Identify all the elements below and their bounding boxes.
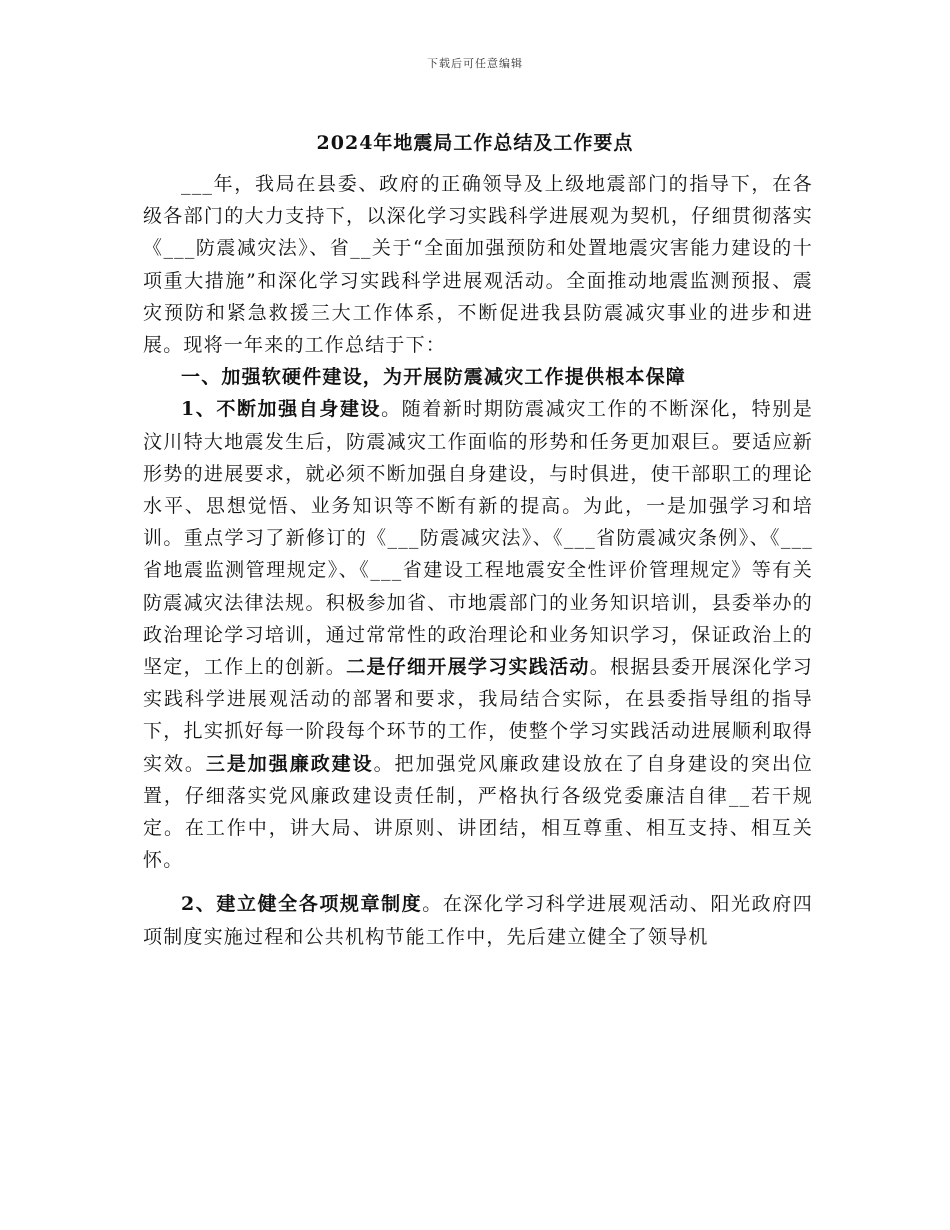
item-paragraph — [143, 393, 813, 876]
sub-item-text: 。根据县委开展深化学习实践科学进展观活动的部署和要求，我局结合实际，在县委指导组的指导下，扎实抓好每一阶段每个环节的工作，使整个学习实践活动进展顺利取得实效。 — [143, 656, 813, 775]
item-title: 1、不断加强自身建设 — [181, 398, 382, 421]
sub-item-title: 二是仔细开展学习实践活动 — [346, 656, 590, 679]
document-body — [143, 168, 813, 953]
document-title: 2024年地震局工作总结及工作要点 — [316, 132, 634, 154]
intro-paragraph: ___年，我局在县委、政府的正确领导及上级地震部门的指导下，在各级各部门的大力支持下，以深化学习实践科学进展观为契机，仔细贯彻落实《___防震减灾法》、省__关于“全面加强预防和处置地震灾害能力建设的十项重大措施”和深化学习实践科学进展观活动。全面推动地震监测预报、震灾预防和紧急救援三大工作体系，不断促进我县防震减灾事业的进步和进展。现将一年来的工作总结于下： — [143, 173, 813, 357]
header-note: 下载后可任意编辑 — [427, 57, 523, 70]
item-text: 。在深化学习科学进展观活动、阳光政府四项制度实施过程和公共机构节能工作中，先后建立健全了领导机 — [143, 893, 813, 948]
item-text: 。随着新时期防震减灾工作的不断深化，特别是汶川特大地震发生后，防震减灾工作面临的形势和任务更加艰巨。要适应新形势的进展要求，就必须不断加强自身建设，与时俱进，使干部职工的理论水平、思想觉悟、业务知识等不断有新的提高。为此，一是加强学习和培训。重点学习了新修订的《___防震减灾法》、《___省防震减灾条例》、《___省地震监测管理规定》、《___省建设工程地震安全性评价管理规定》等有关防震减灾法律法规。积极参加省、市地震部门的业务知识培训，县委举办的政治理论学习培训，通过常常性的政治理论和业务知识学习，保证政治上的坚定，工作上的创新。 — [143, 398, 813, 679]
sub-item-title: 三是加强廉政建设 — [205, 752, 374, 775]
section-heading-text: 一、加强软硬件建设，为开展防震减灾工作提供根本保障 — [181, 366, 687, 389]
item-title: 2、建立健全各项规章制度 — [181, 893, 423, 916]
sub-item-text: 。把加强党风廉政建设放在了自身建设的突出位置，仔细落实党风廉政建设责任制，严格执行各级党委廉洁自律__若干规定。在工作中，讲大局、讲原则、讲团结，相互尊重、相互支持、相互关怀。 — [143, 752, 813, 872]
item-paragraph — [143, 888, 813, 952]
section-heading — [143, 361, 813, 393]
